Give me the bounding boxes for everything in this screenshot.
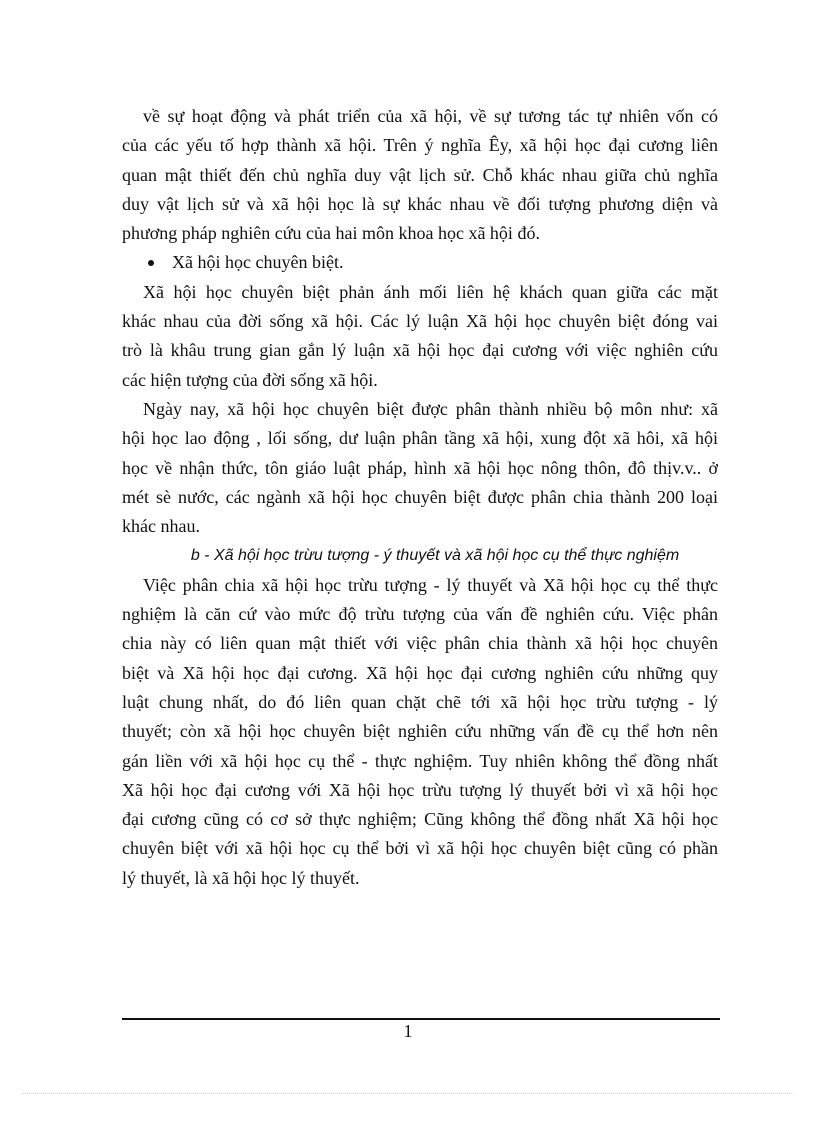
text-line: mét sè nước, các ngành xã hội học chuyên biệt được phân chia thành 200 loại [122,486,718,507]
text-line: luật chung nhất, do đó liên quan chặt chẽ tới xã hội học trừu tượng - lý [122,691,718,712]
text-line: quan mật thiết đến chủ nghĩa duy vật lịch sử. Chỗ khác nhau giữa chủ nghĩa [122,164,718,185]
page-break-divider [22,1093,794,1094]
bullet-text: Xã hội học chuyên biệt. [172,252,344,273]
text-line: Xã hội học chuyên biệt phản ánh mối liên hệ khách quan giữa các mặt [143,281,718,302]
text-line: đại cương cũng có cơ sở thực nghiệm; Cũng không thể đồng nhất Xã hội học [122,809,718,830]
section-subheading: b - Xã hội học trừu tượng - ý thuyết và xã hội học cụ thể thực nghiệm [190,547,680,565]
text-line: Xã hội học đại cương với Xã hội học trừu tượng lý thuyết bởi vì xã hội học [122,779,718,800]
text-line: nghiệm là căn cứ vào mức độ trừu tượng của vấn đề nghiên cứu. Việc phân [122,604,718,625]
text-line: các hiện tượng của đời sống xã hội. [122,369,378,390]
text-line: khác nhau của đời sống xã hội. Các lý luận Xã hội học chuyên biệt đóng vai [122,311,718,332]
text-line: hội học lao động , lối sống, dư luận phân tầng xã hội, xung đột xã hôi, xã hội [122,428,718,449]
text-line: khác nhau. [122,516,200,537]
paragraph-branches [122,395,718,541]
text-line: phương pháp nghiên cứu của hai môn khoa học xã hội đó. [122,223,540,244]
text-line: trò là khâu trung gian gắn lý luận xã hội học đại cương với việc nghiên cứu [122,340,718,361]
text-line: gán liền với xã hội học cụ thể - thực nghiệm. Tuy nhiên không thể đồng nhất [122,750,718,771]
text-line: lý thuyết, là xã hội học lý thuyết. [122,867,360,888]
paragraph-intro [122,102,718,248]
text-line: chuyên biệt với xã hội học cụ thể bởi vì xã hội học chuyên biệt cũng có phần [122,838,718,859]
paragraph-specialized [122,278,718,395]
bullet-icon [148,260,154,266]
text-line: Ngày nay, xã hội học chuyên biệt được phân thành nhiều bộ môn như: xã [143,398,718,419]
text-line: học về nhận thức, tôn giáo luật pháp, hình xã hội học nông thôn, đô thịv.v.. ở [122,457,718,478]
text-line: về sự hoạt động và phát triển của xã hội, về sự tương tác tự nhiên vốn có [143,106,718,126]
page-number: 1 [403,1021,413,1041]
text-line: Việc phân chia xã hội học trừu tượng - lý thuyết và Xã hội học cụ thể thực [143,574,718,595]
text-line: duy vật lịch sử và xã hội học là sự khác nhau về đối tượng phương diện và [122,193,718,214]
text-line: chia này có liên quan mật thiết với việc phân chia thành xã hội học chuyên [122,633,718,654]
paragraph-abstract-empirical [122,571,718,893]
text-line: thuyết; còn xã hội học chuyên biệt nghiên cứu những vấn đề cụ thể hơn nên [122,721,718,742]
bullet-item [122,248,718,277]
text-line: của các yếu tố hợp thành xã hội. Trên ý nghĩa Êy, xã hội học đại cương liên [122,135,718,156]
text-line: biệt và Xã hội học đại cương. Xã hội học đại cương nghiên cứu những quy [122,662,718,683]
body-text [122,102,718,893]
